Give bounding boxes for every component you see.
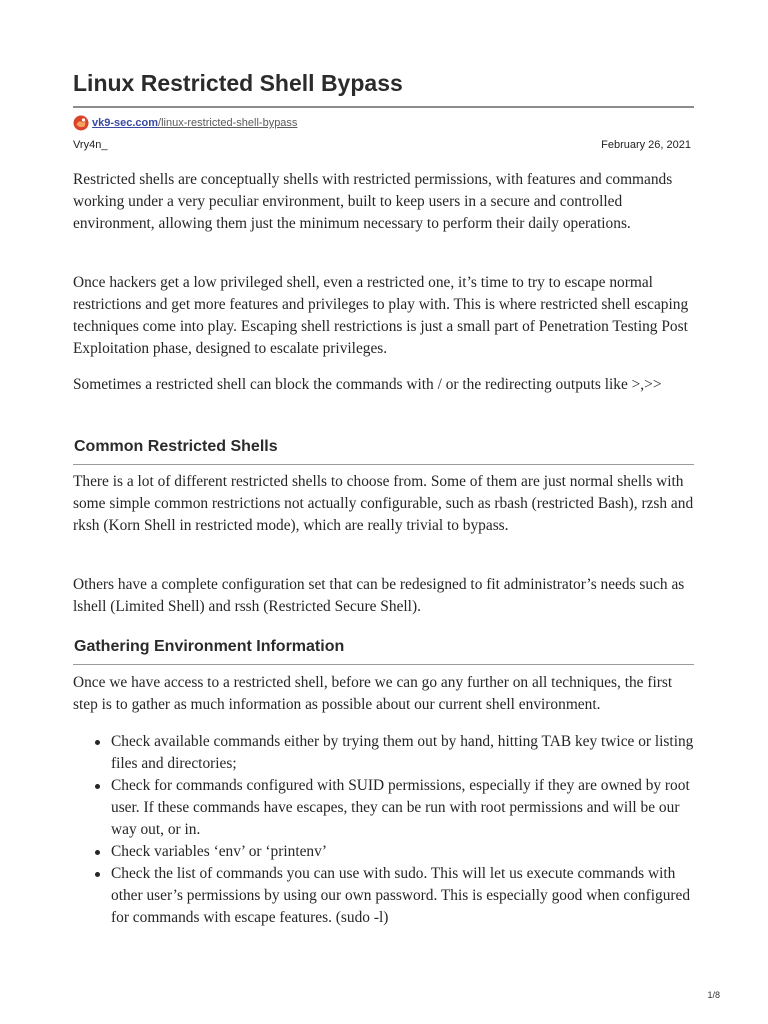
section-divider-2 (73, 664, 694, 665)
section1-paragraph-2: Others have a complete configuration set that can be redesigned to fit administrator’s needs such as lshell (Limited Shell) and rssh (Restricted Secure Shell). (73, 576, 685, 615)
list-item (73, 841, 698, 863)
section-divider-1 (73, 464, 694, 465)
list-item-text: Check the list of commands you can use with sudo. This will let us execute commands with other user’s permissions by using our own password. This is especially good when configured for commands with escape features. (sudo -l) (111, 865, 691, 926)
section-heading-common-restricted-shells: Common Restricted Shells (74, 438, 278, 455)
site-favicon-icon (73, 115, 89, 131)
intro-paragraph-2: Once hackers get a low privileged shell, even a restricted one, it’s time to try to escape normal restrictions and get more features and privileges to play with. This is where restricted shell escaping techniques come into play. Escaping shell restrictions is just a small part of Penetration Testing Post Exploitation phase, designed to escalate privileges. (73, 274, 689, 357)
list-item (73, 775, 698, 841)
list-item (73, 731, 698, 775)
bullet-icon (95, 740, 100, 745)
bullet-icon (95, 784, 100, 789)
title-divider (73, 106, 694, 108)
list-item-text: Check variables ‘env’ or ‘printenv’ (111, 843, 327, 860)
list-item-text: Check for commands configured with SUID permissions, especially if they are owned by root user. If these commands have escapes, they can be run with root permissions and will be our way out, or in. (111, 777, 690, 838)
author-name: Vry4n_ (73, 139, 108, 151)
page-title: Linux Restricted Shell Bypass (73, 70, 403, 96)
intro-paragraph-3: Sometimes a restricted shell can block the commands with / or the redirecting outputs like >,>> (73, 376, 662, 393)
source-domain[interactable]: vk9-sec.com (92, 117, 159, 129)
bullet-icon (95, 872, 100, 877)
section1-paragraph-1: There is a lot of different restricted shells to choose from. Some of them are just normal shells with some simple common restrictions not actually configurable, such as rbash (restricted Bash), rzsh and rksh (Korn Shell in restricted mode), which are really trivial to bypass. (73, 473, 694, 534)
section-heading-gathering-environment: Gathering Environment Information (74, 638, 345, 655)
section2-paragraph: Once we have access to a restricted shell, before we can go any further on all techniques, the first step is to gather as much information as possible about our current shell environment. (73, 674, 673, 713)
page-number: 1/8 (707, 990, 720, 1000)
list-item-text: Check available commands either by trying them out by hand, hitting TAB key twice or listing files and directories; (111, 733, 694, 772)
source-link[interactable] (73, 114, 297, 132)
publish-date: February 26, 2021 (601, 139, 691, 151)
intro-paragraph-1: Restricted shells are conceptually shells with restricted permissions, with features and commands working under a very peculiar environment, built to keep users in a secure and controlled environment, allowing them just the minimum necessary to perform their daily operations. (73, 171, 673, 232)
source-path[interactable]: /linux-restricted-shell-bypass (158, 117, 298, 129)
bullet-icon (95, 850, 100, 855)
list-item (73, 863, 698, 929)
info-checklist (73, 731, 698, 929)
